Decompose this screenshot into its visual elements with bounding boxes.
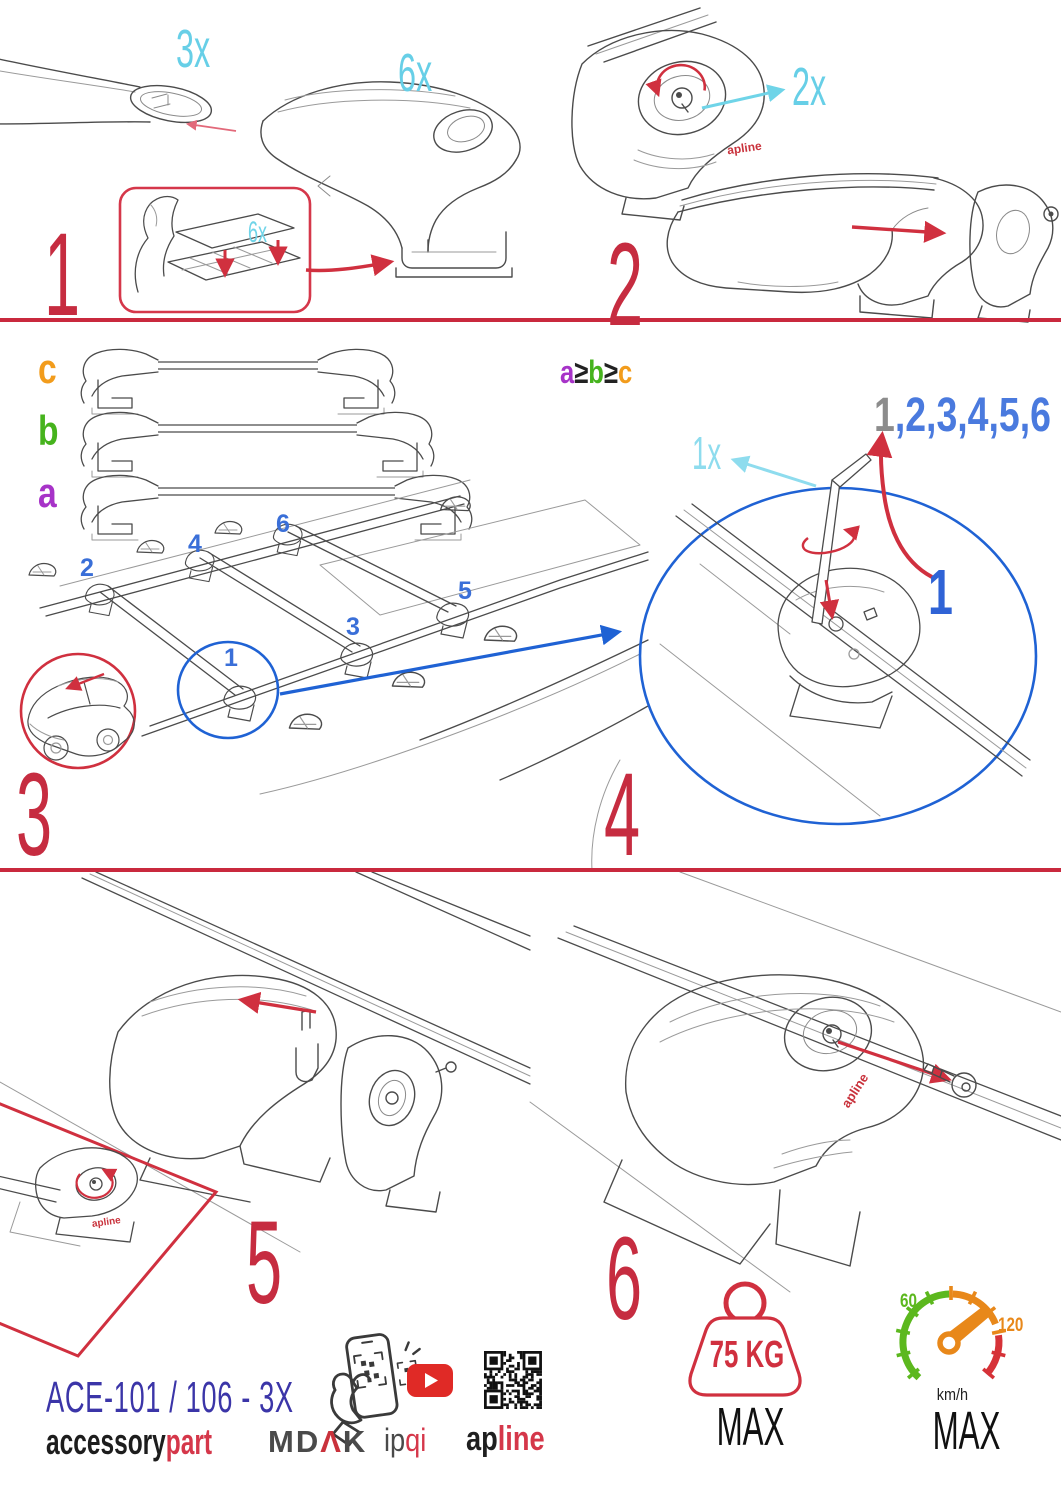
allen-key	[812, 454, 871, 624]
mdak-logo: MDΛK	[268, 1424, 368, 1459]
step-2-number: 2	[607, 219, 644, 351]
detail-zoom-arrow	[280, 632, 618, 694]
tool-qty-arrow	[734, 460, 816, 486]
bar-a-label: a	[38, 469, 57, 516]
pad-to-foot-arrow	[306, 262, 390, 271]
step-6-number: 6	[606, 1213, 643, 1345]
pad-inset	[120, 188, 310, 312]
position-6-label: 6	[276, 510, 290, 538]
clamp-foot	[261, 82, 520, 277]
max-speed-label: MAX	[932, 1401, 1001, 1461]
bar-b-label: b	[38, 407, 59, 454]
bar-c	[81, 349, 395, 414]
sliding-end-cap	[341, 1036, 456, 1212]
qr-code	[483, 1350, 543, 1410]
sequence-arrow	[881, 436, 932, 577]
max-weight-label: MAX	[716, 1397, 785, 1457]
end-cap	[970, 185, 1058, 322]
section-divider-1	[0, 318, 1061, 322]
lock-key	[924, 1064, 976, 1097]
bar-c-label: c	[38, 345, 57, 392]
speed-unit-label: km/h	[936, 1385, 968, 1404]
max-weight-value: 75 KG	[709, 1334, 785, 1376]
apline-logo-inset: apline	[91, 1215, 122, 1230]
lock-quantity-label: 2x	[792, 57, 827, 117]
zoom-ellipse	[640, 488, 1036, 824]
bar-b	[81, 412, 434, 477]
ipqi-logo: ipqi	[384, 1422, 427, 1458]
model-number: ACE-101 / 106 - 3X	[46, 1373, 294, 1422]
accessorypart-logo: accessorypart	[46, 1421, 213, 1462]
insert-bar-arrow	[188, 124, 236, 131]
lower-foot-assembly	[667, 174, 983, 318]
section-divider-2	[0, 868, 1061, 872]
position-5-label: 5	[458, 577, 472, 605]
position-2-label: 2	[80, 554, 94, 582]
press-down-arrow	[826, 580, 832, 616]
speed-low-label: 60	[900, 1291, 917, 1312]
step-5-number: 5	[246, 1197, 283, 1329]
lock-qty-arrow	[702, 90, 782, 108]
position-1-label: 1	[224, 644, 238, 672]
apline-logo: apline	[466, 1420, 545, 1458]
position-3-label: 3	[346, 613, 360, 641]
remove-cover-arrow	[852, 227, 942, 233]
bar-quantity-label: 3x	[176, 19, 211, 79]
rotate-lock-arrow	[657, 65, 705, 94]
youtube-icon	[407, 1364, 453, 1397]
apline-logo-small: apline	[726, 138, 763, 158]
sequence-start-label: 1	[928, 556, 953, 628]
size-rule: a≥b≥c	[560, 354, 633, 390]
upper-foot	[572, 8, 764, 220]
speed-high-label: 120	[998, 1315, 1024, 1336]
tool-quantity-label: 1x	[692, 427, 722, 479]
step-1-number: 1	[44, 209, 81, 341]
step-3-number: 3	[16, 749, 53, 881]
apline-logo-foot: apline	[838, 1070, 872, 1111]
tighten-sequence: 1,2,3,4,5,6	[874, 389, 1051, 442]
foot-on-rail	[660, 504, 1030, 816]
position-4-label: 4	[188, 530, 202, 558]
step3-drawing	[0, 324, 648, 870]
inset-quantity-label: 6x	[248, 216, 268, 249]
step-4-number: 4	[604, 749, 641, 881]
foot-quantity-label: 6x	[398, 43, 433, 103]
